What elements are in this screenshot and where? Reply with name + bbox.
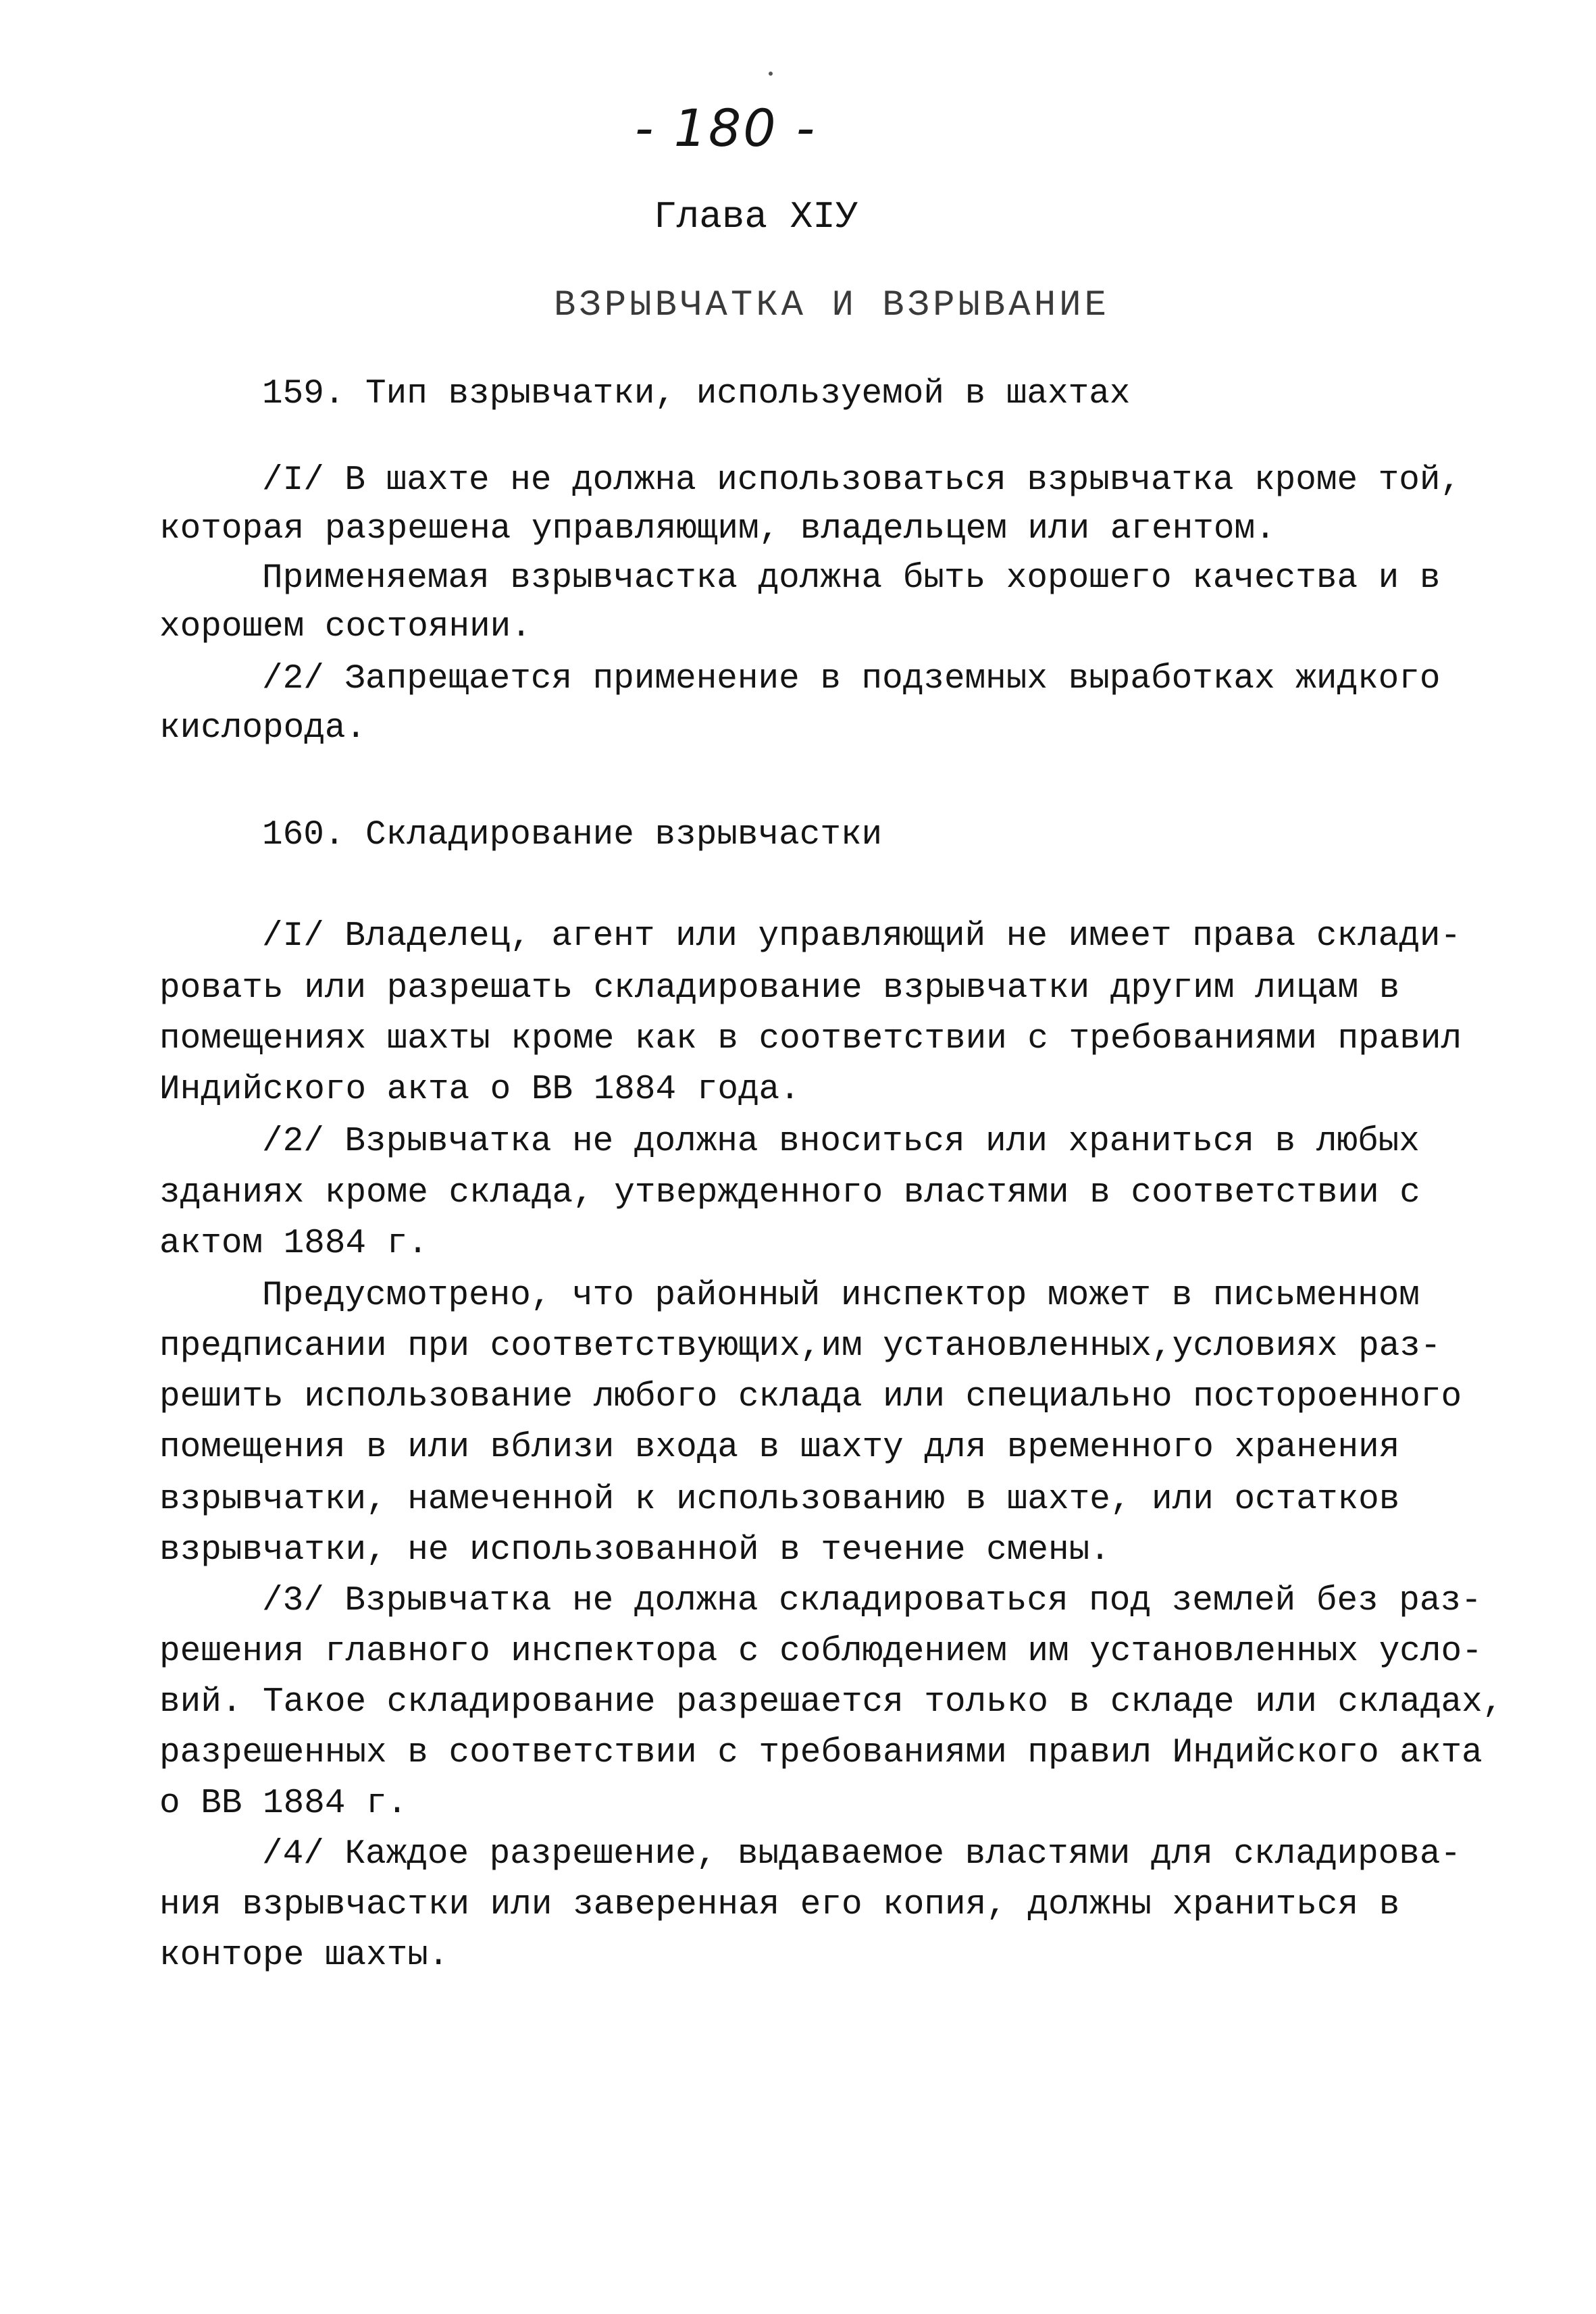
text-line: Применяемая взрывчастка должна быть хорошего качества и в (262, 559, 1441, 598)
section-heading: 160. Складирование взрывчастки (262, 816, 883, 854)
text-line: кислорода. (159, 709, 367, 748)
text-line: которая разрешена управляющим, владельцем или агентом. (159, 510, 1276, 548)
text-line: ровать или разрешать складирование взрывчатки другим лицам в (159, 969, 1400, 1008)
text-line: помещения в или вблизи входа в шахту для временного хранения (159, 1429, 1400, 1467)
text-line: вий. Такое складирование разрешается только в складе или складах, (159, 1683, 1503, 1722)
text-line: /4/ Каждое разрешение, выдаваемое властями для складирова- (262, 1835, 1462, 1874)
chapter-title: Глава XIУ (654, 195, 858, 238)
text-line: конторе шахты. (159, 1936, 449, 1975)
chapter-subtitle: ВЗРЫВЧАТКА И ВЗРЫВАНИЕ (554, 285, 1110, 326)
text-line: решения главного инспектора с соблюдением им установленных усло- (159, 1632, 1483, 1671)
text-line: решить использование любого склада или специально постороенного (159, 1378, 1462, 1416)
text-line: помещениях шахты кроме как в соответствии с требованиями правил (159, 1020, 1462, 1058)
ink-dot (769, 72, 773, 76)
text-line: /I/ В шахте не должна использоваться взрывчатка кроме той, (262, 461, 1462, 500)
page-number: - 180 - (635, 98, 817, 158)
text-line: /3/ Взрывчатка не должна складироваться под землей без раз- (262, 1582, 1482, 1620)
text-line: /2/ Запрещается применение в подземных выработках жидкого (262, 660, 1441, 698)
text-line: разрешенных в соответствии с требованиями правил Индийского акта (159, 1734, 1483, 1772)
text-line: Предусмотрено, что районный инспектор может в письменном (262, 1277, 1420, 1315)
text-line: взрывчатки, не использованной в течение смены. (159, 1531, 1110, 1570)
text-line: ния взрывчастки или заверенная его копия, должны храниться в (159, 1886, 1400, 1924)
section-heading: 159. Тип взрывчатки, используемой в шахтах (262, 375, 1131, 413)
text-line: Индийского акта о ВВ 1884 года. (159, 1071, 800, 1109)
text-line: хорошем состоянии. (159, 608, 532, 646)
text-line: /2/ Взрывчатка не должна вноситься или храниться в любых (262, 1123, 1420, 1161)
text-line: /I/ Владелец, агент или управляющий не имеет права склади- (262, 917, 1462, 956)
text-line: зданиях кроме склада, утвержденного властями в соответствии с (159, 1174, 1420, 1212)
text-line: о ВВ 1884 г. (159, 1784, 408, 1823)
text-line: предписании при соответствующих,им установленных,условиях раз- (159, 1327, 1441, 1366)
text-line: взрывчатки, намеченной к использованию в шахте, или остатков (159, 1481, 1400, 1519)
text-line: актом 1884 г. (159, 1225, 428, 1263)
